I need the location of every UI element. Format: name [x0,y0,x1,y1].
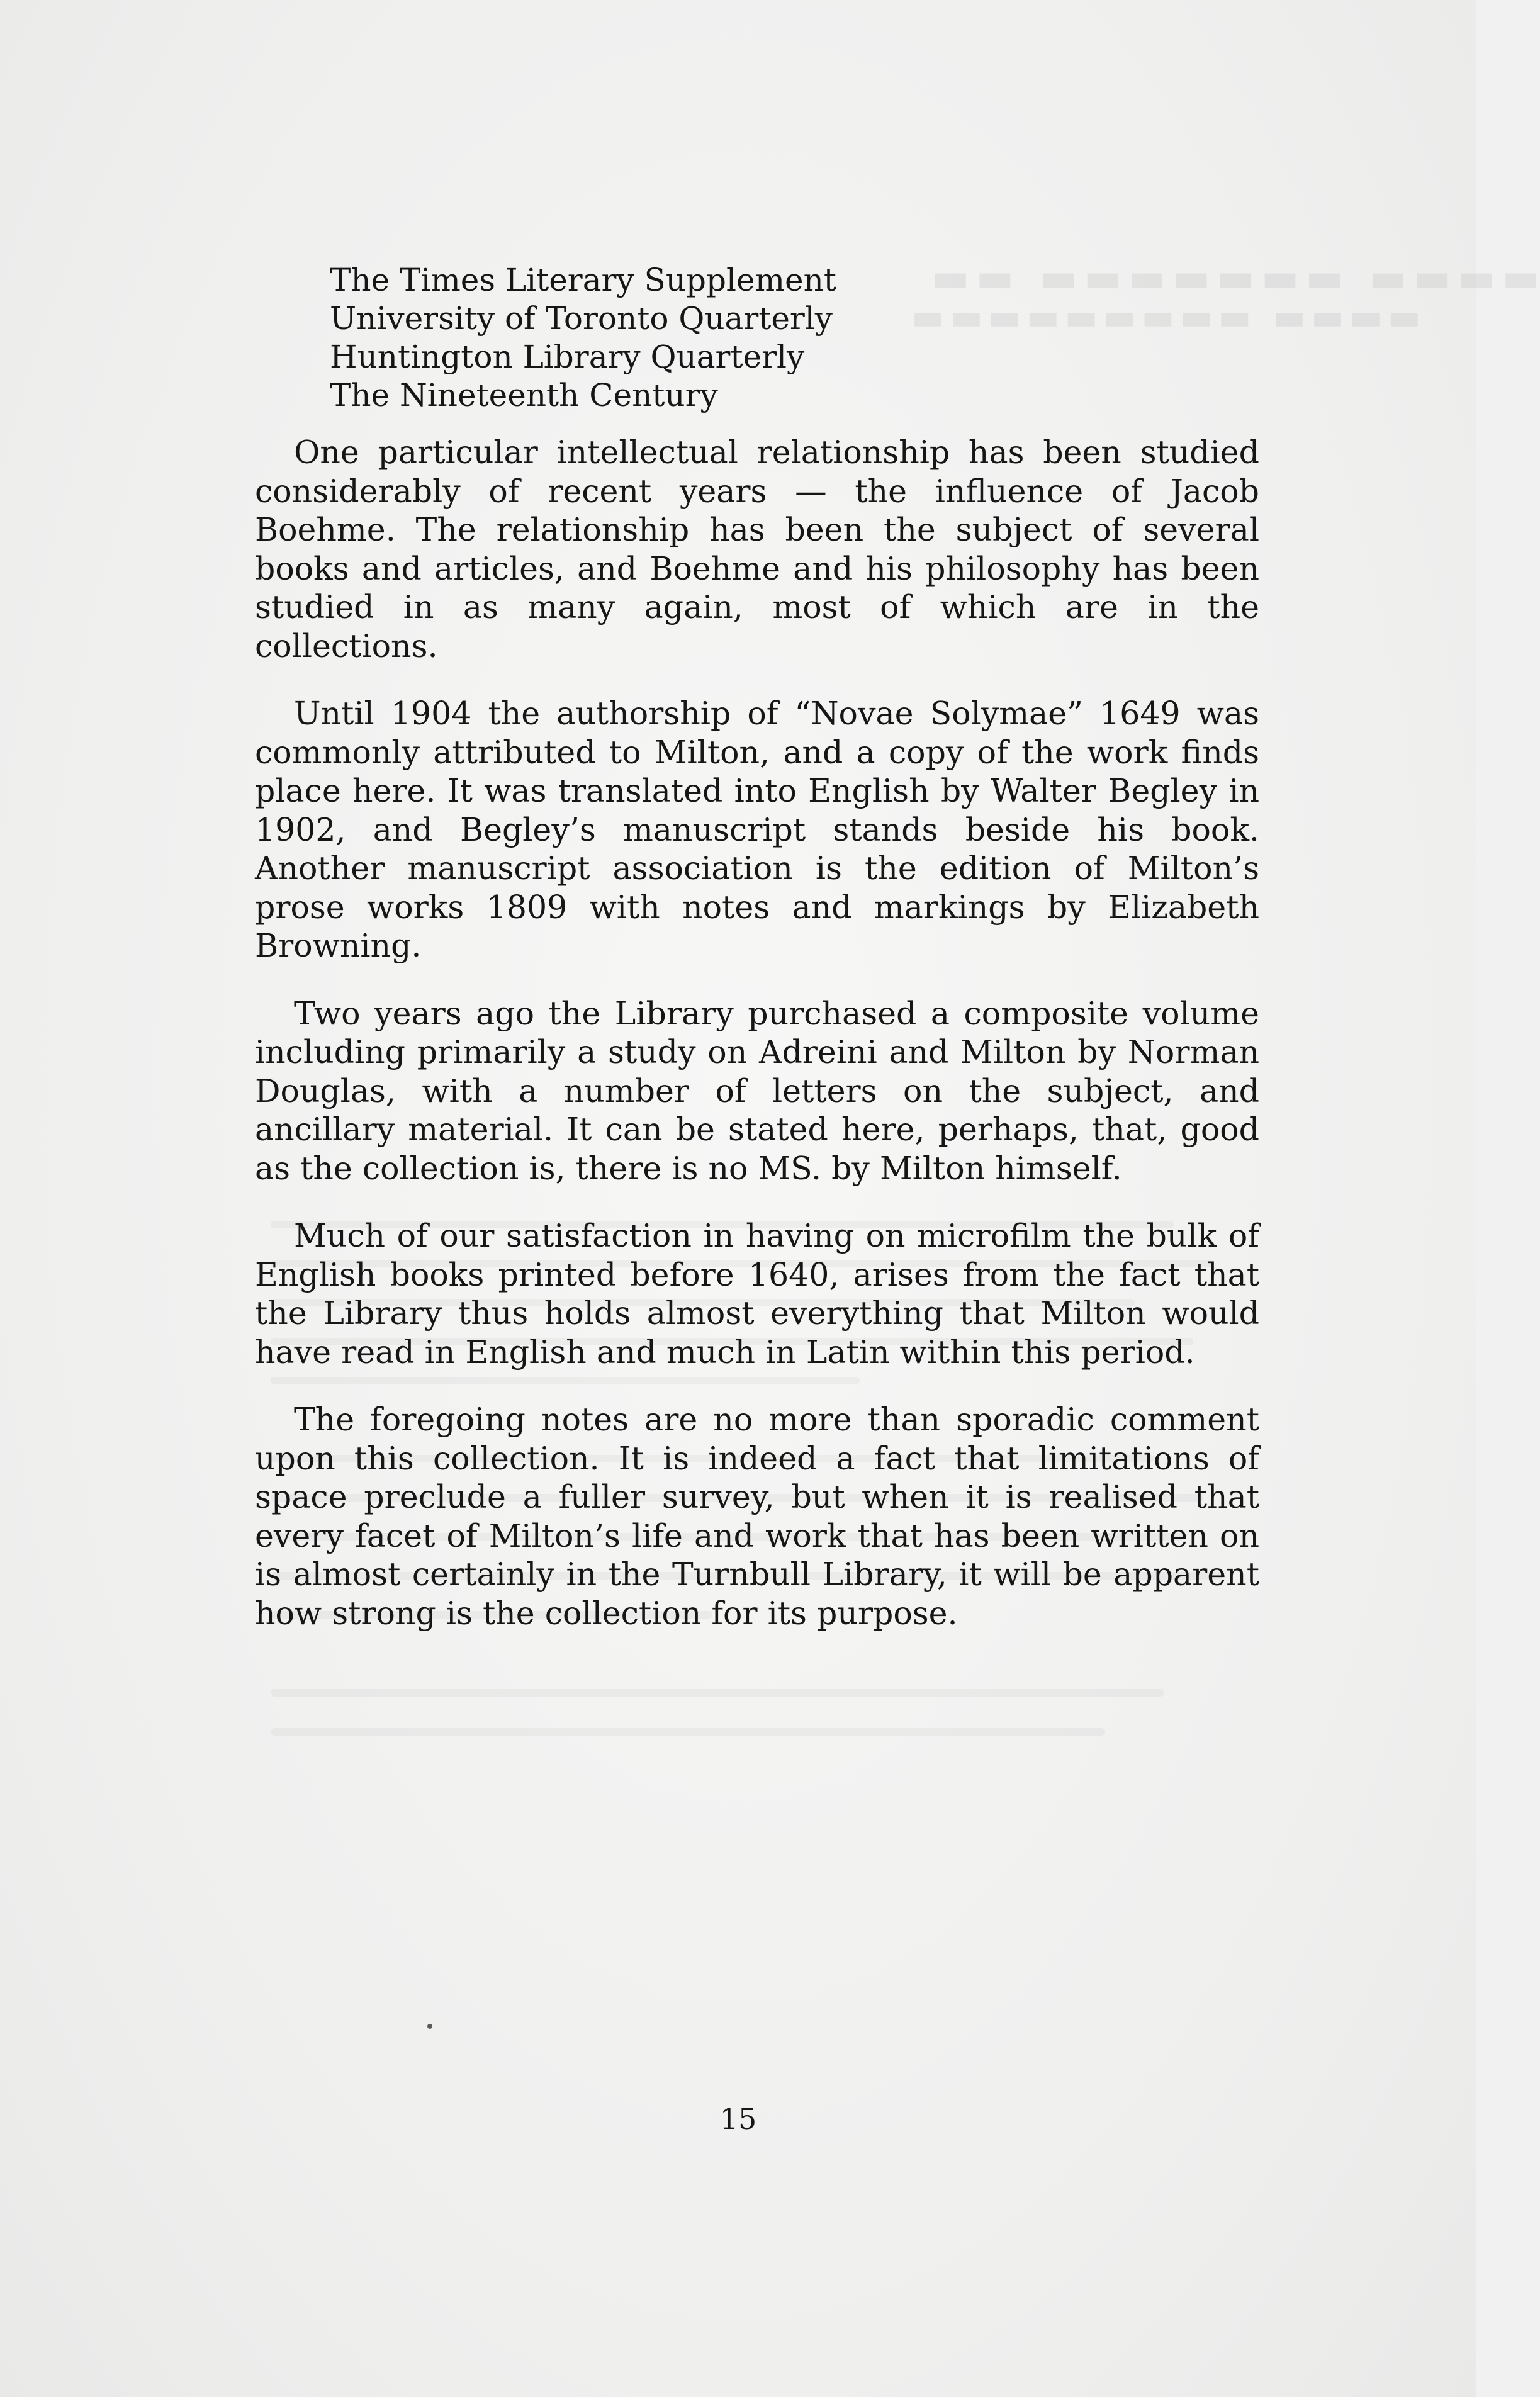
journal-item: The Times Literary Supplement [330,262,836,298]
page-number: 15 [719,2102,757,2136]
paragraph-novae-solymae: Until 1904 the authorship of “Novae Solymae” 1649 was commonly attributed to Milton, and a copy of the work finds place here. It was translated into English by Walter Begley in 1902, and Begley’s manuscript stands beside his book. Another manuscript association is the edition of Milton’s prose works 1809 with notes and markings by Elizabeth Browning. [255,695,1259,964]
show-through-text: ▬▬▬▬ ▬▬▬▬▬▬▬ ▬▬ [925,255,1540,301]
journal-item: Huntington Library Quarterly [330,339,805,375]
paragraph-microfilm: Much of our satisfaction in having on microfilm the bulk of English books printed before 1640, arises from the fact that the Library thus holds almost everything that Milton would have read in English and much in Latin within this period. [255,1217,1259,1371]
ink-speck [427,2024,432,2029]
paragraph-conclusion: The foregoing notes are no more than sporadic comment upon this collection. It is indeed a fact that limitations of space preclude a fuller survey, but when it is realised that every facet of Milton’s life and work that has been written on is almost certainly in the Turnbull Library, it will be apparent how strong is the collection for its purpose. [255,1401,1259,1632]
paragraph-composite-volume: Two years ago the Library purchased a composite volume including primarily a study on Adreini and Milton by Norman Douglas, with a number of letters on the subject, and ancillary material. It can be stated here, perhaps, that, good as the collection is, there is no MS. by Milton himself. [255,994,1259,1187]
journal-item: The Nineteenth Century [330,377,718,413]
paragraph-boehme: One particular intellectual relationship has been studied considerably of recent years — the influence of Jacob Boehme. The relationship has been the subject of several books and articles, and Boehme and his philosophy has been studied in as many again, most of which are in the collections. [255,434,1259,665]
journal-list [330,261,836,415]
body-text [255,433,1259,1661]
show-through-text: ▬▬▬▬ ▬▬▬▬▬▬▬▬▬ [906,297,1421,338]
journal-item: University of Toronto Quarterly [330,300,833,337]
